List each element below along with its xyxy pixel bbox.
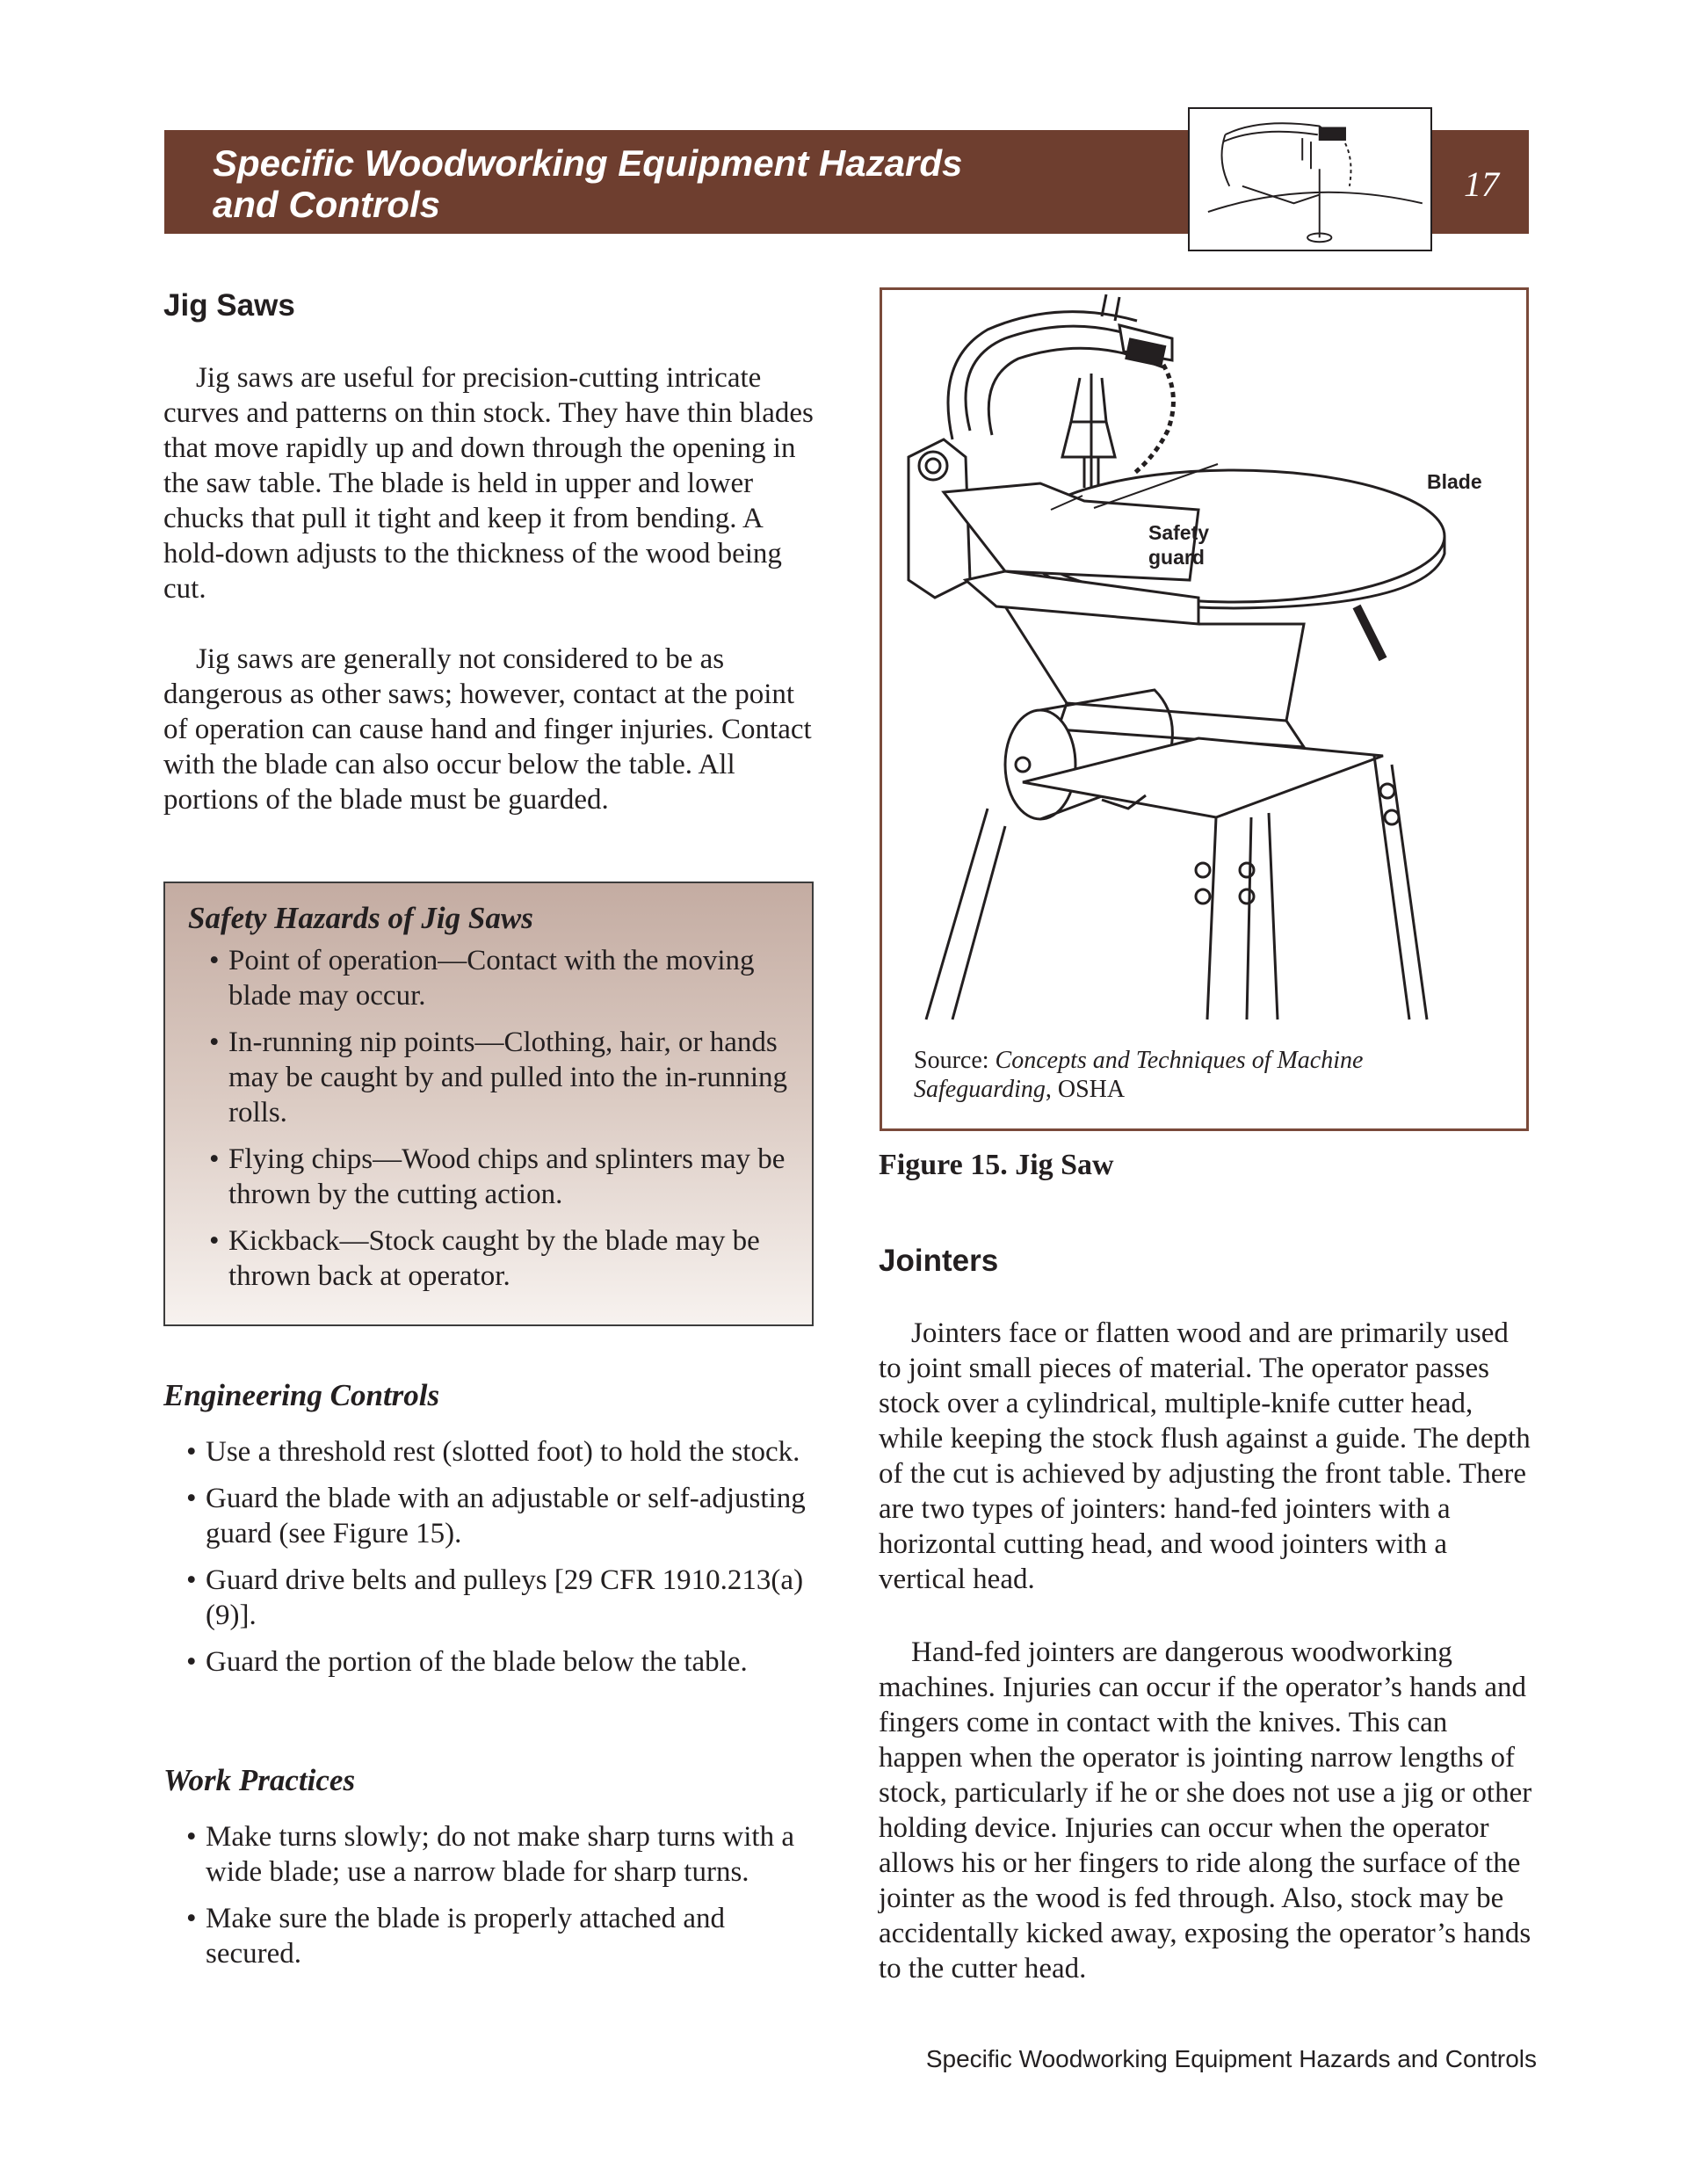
safety-hazards-list xyxy=(209,943,798,1305)
list-item: • Point of operation—Contact with the moving blade may occur. xyxy=(209,943,798,1013)
jig-saws-paragraph-2: Jig saws are generally not considered to be as dangerous as other saws; however, contact at the point of operation can cause hand and finger injuries. Contact with the blade can also occur below the table. All portions of the blade must be guarded. xyxy=(163,643,812,816)
page-title xyxy=(213,142,962,225)
jig-saws-heading: Jig Saws xyxy=(163,288,295,323)
engineering-controls-heading: Engineering Controls xyxy=(163,1378,440,1412)
page-title-line1: Specific Woodworking Equipment Hazards xyxy=(213,142,963,184)
figure-label-safety-guard: Safety guard xyxy=(1148,521,1210,569)
page-number: 17 xyxy=(1464,164,1499,204)
jointers-heading: Jointers xyxy=(879,1244,999,1278)
list-item: • In-running nip points—Clothing, hair, or hands may be caught by and pulled into the in-running rolls. xyxy=(209,1025,798,1130)
list-item: • Make sure the blade is properly attached and secured. xyxy=(186,1901,819,1971)
figure-source: Source: Concepts and Techniques of Machine Safeguarding, OSHA xyxy=(914,1047,1364,1103)
jig-saw-thumbnail-icon xyxy=(1188,107,1432,251)
list-item: • Kickback—Stock caught by the blade may be thrown back at operator. xyxy=(209,1223,798,1294)
jig-saw-illustration xyxy=(882,290,1526,1028)
figure-15 xyxy=(880,287,1529,1131)
figure-label-blade: Blade xyxy=(1427,470,1482,493)
list-item: • Guard drive belts and pulleys [29 CFR 1910.213(a)(9)]. xyxy=(186,1563,819,1633)
safety-hazards-title: Safety Hazards of Jig Saws xyxy=(188,901,533,935)
work-practices-list xyxy=(186,1819,819,1983)
jig-saws-paragraph-1: Jig saws are useful for precision-cutting intricate curves and patterns on thin stock. They have thin blades that move rapidly up and down through the opening in the saw table. The blade is held in upper and lower chucks that pull it tight and keep it from bending. A hold-down adjusts to the thickness of the wood being cut. xyxy=(163,362,814,605)
jointers-paragraph-2: Hand-fed jointers are dangerous woodworking machines. Injuries can occur if the operator’s hands and fingers come in contact with the knives. This can happen when the operator is jointing narrow lengths of stock, particularly if he or she does not use a jig or other holding device. Injuries can occur when the operator allows his or her fingers to ride along the surface of the jointer as the wood is fed through. Also, stock may be accidentally kicked away, exposing the operator’s hands to the cutter head. xyxy=(879,1636,1532,1984)
jointers-paragraph-1: Jointers face or flatten wood and are primarily used to joint small pieces of material. The operator passes stock over a cylindrical, multiple-knife cutter head, while keeping the stock flush against a guide. The depth of the cut is achieved by adjusting the front table. There are two types of jointers: hand-fed jointers with a horizontal cutting head, and wood jointers with a vertical head. xyxy=(879,1317,1531,1595)
page-title-line2: and Controls xyxy=(213,184,440,225)
page-footer: Specific Woodworking Equipment Hazards and Controls xyxy=(925,2045,1537,2072)
list-item: • Use a threshold rest (slotted foot) to hold the stock. xyxy=(186,1434,819,1469)
list-item: • Make turns slowly; do not make sharp turns with a wide blade; use a narrow blade for sharp turns. xyxy=(186,1819,819,1890)
list-item: • Guard the portion of the blade below the table. xyxy=(186,1644,819,1680)
list-item: • Guard the blade with an adjustable or self-adjusting guard (see Figure 15). xyxy=(186,1481,819,1551)
figure-caption: Figure 15. Jig Saw xyxy=(879,1149,1114,1181)
work-practices-heading: Work Practices xyxy=(163,1763,356,1797)
list-item: • Flying chips—Wood chips and splinters may be thrown by the cutting action. xyxy=(209,1142,798,1212)
safety-hazards-box xyxy=(163,882,814,1326)
engineering-controls-list xyxy=(186,1434,819,1691)
